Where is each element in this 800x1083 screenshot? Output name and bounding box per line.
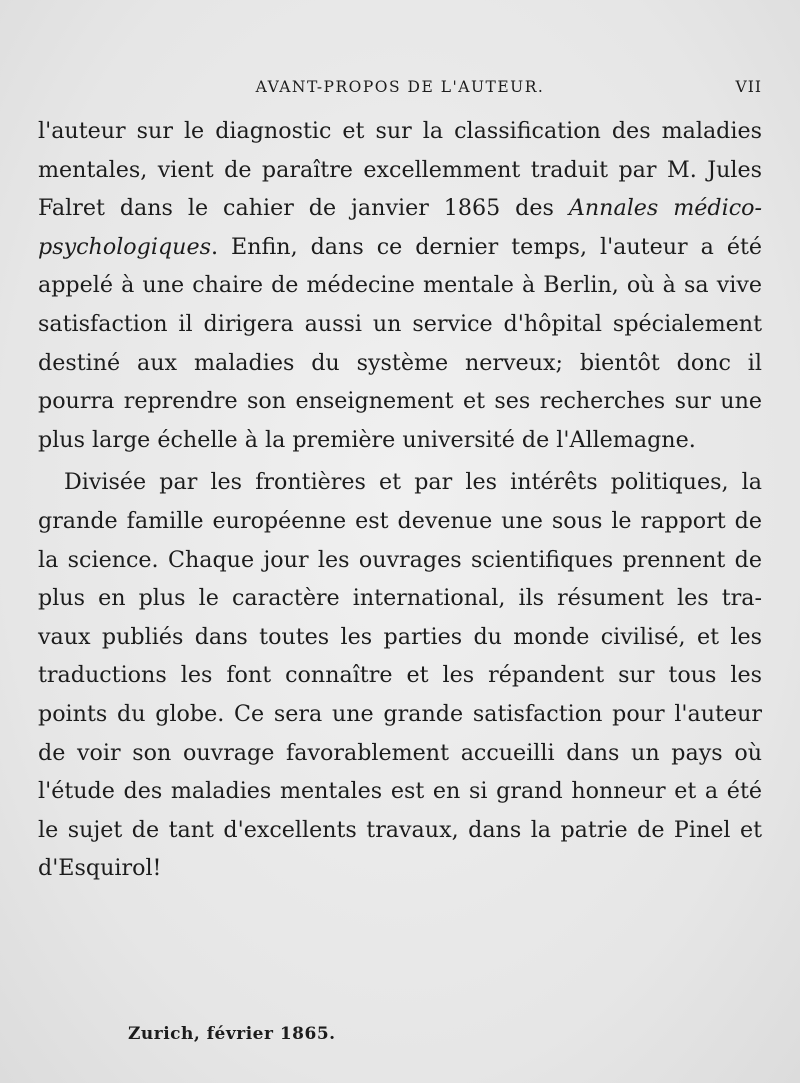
text-line: le sujet de tant d'excellents travaux, dans la patrie de Pinel et <box>38 816 762 843</box>
text-line: plus en plus le caractère international, ils résument les tra- <box>38 585 762 612</box>
text-line: pourra reprendre son enseignement et ses recherches sur une <box>38 388 762 415</box>
text-line: satisfaction il dirigera aussi un service d'hôpital spécialement <box>38 310 762 337</box>
signature-dateline: Zurich, février 1865. <box>128 1024 336 1044</box>
text-line: Divisée par les frontières et par les intérêts politiques, la <box>64 469 762 496</box>
text-line: destiné aux maladies du système nerveux; bientôt donc il <box>38 349 762 376</box>
text-line: grande famille européenne est devenue une sous le rapport de <box>38 507 762 534</box>
text-line: points du globe. Ce sera une grande satisfaction pour l'auteur <box>38 700 762 727</box>
text-line: plus large échelle à la première université de l'Allemagne. <box>38 426 696 453</box>
text-line: d'Esquirol! <box>38 855 162 882</box>
text-line: l'auteur sur le diagnostic et sur la classification des maladies <box>38 118 762 144</box>
text-line: psychologiques. Enfin, dans ce dernier temps, l'auteur a été <box>38 233 762 260</box>
page-header <box>38 76 762 100</box>
paragraph-2 <box>38 463 762 888</box>
text-line: vaux publiés dans toutes les parties du monde civilisé, et les <box>38 623 762 650</box>
text-line: traductions les font connaître et les répandent sur tous les <box>38 662 762 689</box>
body-text <box>38 112 762 888</box>
text-line: l'étude des maladies mentales est en si grand honneur et a été <box>38 778 762 805</box>
text-line: Falret dans le cahier de janvier 1865 des Annales médico- <box>38 195 763 222</box>
text-line: de voir son ouvrage favorablement accueilli dans un pays où <box>38 739 762 766</box>
running-head: AVANT-PROPOS DE L'AUTEUR. <box>255 78 545 96</box>
page-number: VII <box>735 78 762 96</box>
paragraph-1 <box>38 112 762 459</box>
text-line: la science. Chaque jour les ouvrages scientifiques prennent de <box>38 546 762 573</box>
text-line: mentales, vient de paraître excellemment traduit par M. Jules <box>38 156 762 183</box>
text-line: appelé à une chaire de médecine mentale à Berlin, où à sa vive <box>38 272 762 299</box>
